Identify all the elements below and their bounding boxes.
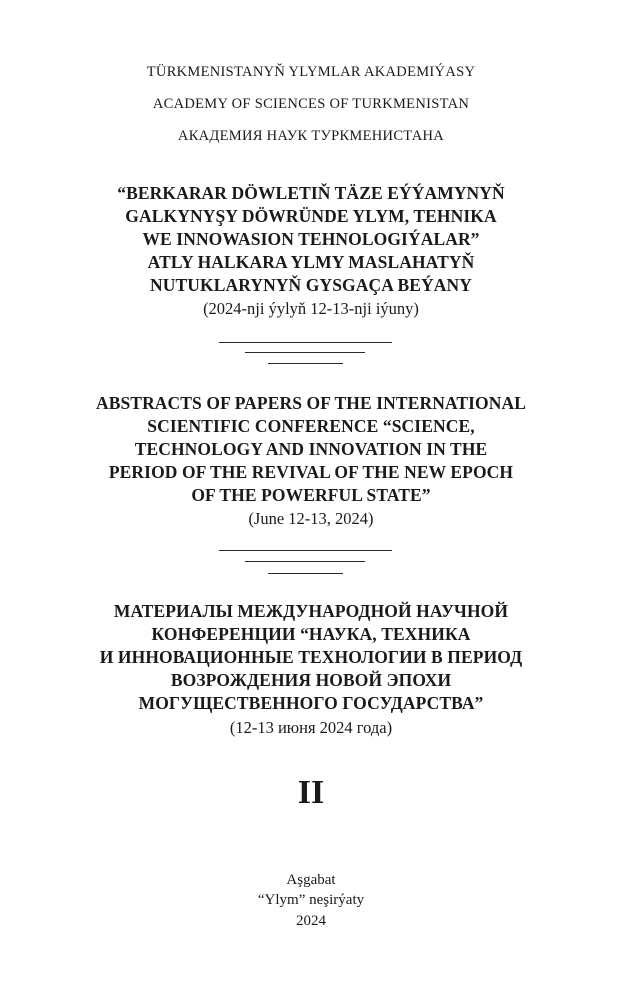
divider-rule-1a [219,342,392,343]
divider-rule-2b [245,561,365,562]
divider-rule-1b [245,352,365,353]
institution-name-en: ACADEMY OF SCIENCES OF TURKMENISTAN [152,96,470,112]
date-en: (June 12-13, 2024) [248,509,374,528]
title-tk-line-2: GALKYNYŞY DÖWRÜNDE YLYM, TEHNIKA [125,206,497,226]
title-en-line-3: TECHNOLOGY AND INNOVATION IN THE [134,439,488,459]
volume-number: II [297,774,325,811]
title-en-line-4: PERIOD OF THE REVIVAL OF THE NEW EPOCH [108,462,514,482]
title-tk-line-1: “BERKARAR DÖWLETIŇ TÄZE EÝÝAMYNYŇ [117,183,505,203]
institution-name-ru: АКАДЕМИЯ НАУК ТУРКМЕНИСТАНА [177,128,445,144]
divider-rule-1c [268,363,343,364]
imprint-city: Aşgabat [286,872,336,888]
title-tk-line-3: WE INNOWASION TEHNOLOGIÝALAR” [142,229,480,249]
institution-name-tk: TÜRKMENISTANYŇ YLYMLAR AKADEMIÝASY [146,64,476,80]
imprint-publisher: “Ylym” neşirýaty [257,892,365,908]
divider-rule-2c [268,573,343,574]
date-tk: (2024-nji ýylyň 12-13-nji iýuny) [203,299,419,318]
imprint-year: 2024 [296,913,326,929]
title-ru-line-4: ВОЗРОЖДЕНИЯ НОВОЙ ЭПОХИ [170,670,452,690]
title-tk-line-4: ATLY HALKARA YLMY MASLAHATYŇ [147,252,475,272]
title-tk-line-5: NUTUKLARYNYŇ GYSGAÇA BEÝANY [150,275,472,295]
title-ru-line-1: МАТЕРИАЛЫ МЕЖДУНАРОДНОЙ НАУЧНОЙ [113,601,509,621]
date-ru: (12-13 июня 2024 года) [229,718,393,737]
title-en-line-1: ABSTRACTS OF PAPERS OF THE INTERNATIONAL [95,393,527,413]
divider-rule-2a [219,550,392,551]
title-ru-line-5: МОГУЩЕСТВЕННОГО ГОСУДАРСТВА” [138,693,484,713]
title-ru-line-2: КОНФЕРЕНЦИИ “НАУКА, ТЕХНИКА [151,624,471,644]
title-en-line-5: OF THE POWERFUL STATE” [191,485,431,505]
title-en-line-2: SCIENTIFIC CONFERENCE “SCIENCE, [147,416,475,436]
title-ru-line-3: И ИННОВАЦИОННЫЕ ТЕХНОЛОГИИ В ПЕРИОД [99,647,523,667]
